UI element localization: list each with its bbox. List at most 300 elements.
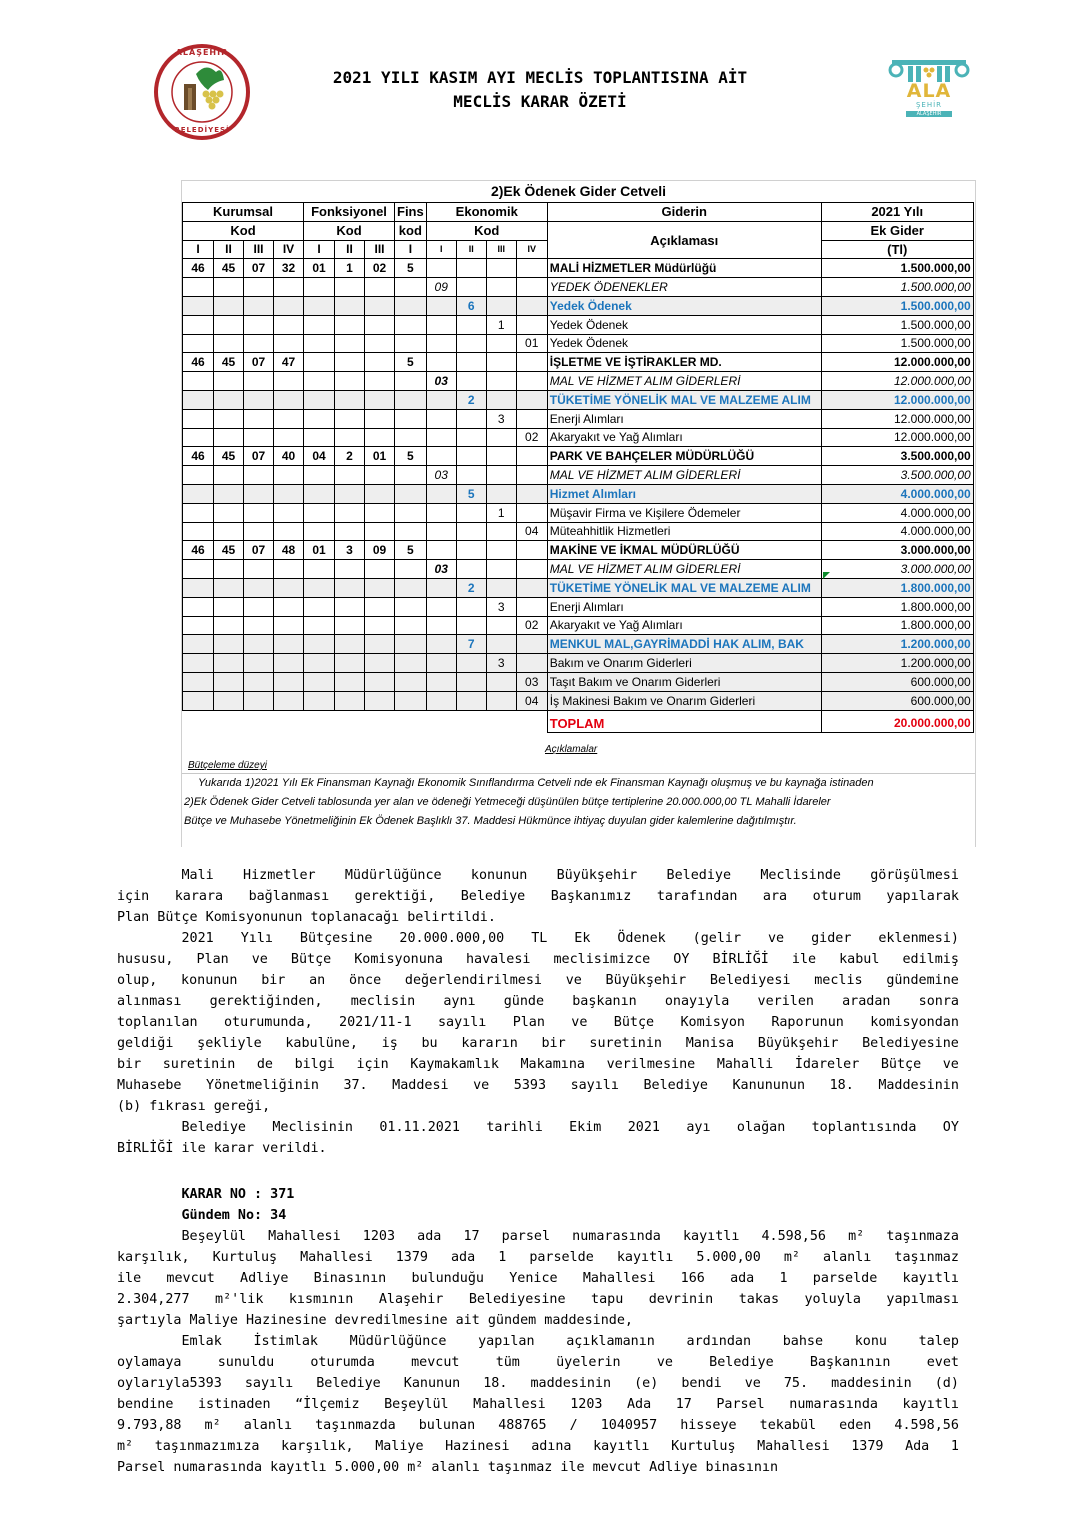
description-cell: İş Makinesi Bakım ve Onarım Giderleri [547,691,821,710]
kurumsal-cell [183,672,214,691]
fins-cell [395,315,427,334]
description-cell: YEDEK ÖDENEKLER [547,278,821,297]
butceleme-label: Bütçeleme düzeyi [188,760,267,771]
ek-odenek-table-sheet [181,180,976,847]
kurumsal-cell [244,578,274,597]
table-row [183,466,974,485]
table-row [183,447,974,466]
amount-cell: 3.500.000,00 [821,447,973,466]
table-row [183,691,974,710]
ala-sehir-logo [886,54,972,120]
kurumsal-cell [214,635,244,654]
kurumsal-cell [183,616,214,635]
roman-e3: III [486,240,516,259]
header-yil: 2021 Yılı [821,203,973,222]
fonksiyonel-cell [335,315,365,334]
kurumsal-cell [244,315,274,334]
ekonomik-cell: 09 [426,278,456,297]
ekonomik-cell [456,691,486,710]
description-cell: Bakım ve Onarım Giderleri [547,654,821,673]
ekonomik-cell [456,447,486,466]
ekonomik-cell [426,654,456,673]
roman-fins1: I [395,240,427,259]
kurumsal-cell [274,334,304,353]
ekonomik-cell [486,428,516,447]
table-row [183,522,974,541]
table-row [183,484,974,503]
amount-cell: 1.200.000,00 [821,654,973,673]
kurumsal-cell [274,315,304,334]
fonksiyonel-cell [335,654,365,673]
kurumsal-cell: 48 [274,541,304,560]
ekonomik-cell: 3 [486,654,516,673]
text-line: Emlak İstimlak Müdürlüğünce yapılan açıklamanın ardından bahse konu talep [117,1334,959,1349]
kurumsal-cell [244,503,274,522]
table-row [183,409,974,428]
table-footnote [184,774,970,831]
text-line: olup, konunun bir an önce değerlendirilmesi ve Büyükşehir Belediyesi meclis gündemine [117,973,959,988]
ekonomik-cell [426,616,456,635]
fins-cell [395,597,427,616]
ekonomik-cell: 03 [516,672,547,691]
fonksiyonel-cell [335,503,365,522]
ekonomik-cell [516,541,547,560]
kurumsal-cell: 07 [244,259,274,278]
ekonomik-cell: 03 [426,466,456,485]
ekonomik-cell [486,296,516,315]
kurumsal-cell [274,484,304,503]
description-cell: Yedek Ödenek [547,296,821,315]
roman-f2: II [335,240,365,259]
kurumsal-cell [214,503,244,522]
kurumsal-cell [244,428,274,447]
kurumsal-cell [214,315,244,334]
footnote-line-2: 2)Ek Ödenek Gider Cetveli tablosunda yer alan ve ödeneği Yetmeceği düşünülen bütçe tertiplerine 20.000.000,00 TL Mahalli İdareler [184,796,831,808]
fonksiyonel-cell [304,296,335,315]
amount-cell: 4.000.000,00 [821,503,973,522]
fins-cell [395,484,427,503]
total-label: TOPLAM [547,710,821,733]
fonksiyonel-cell [304,672,335,691]
fonksiyonel-cell [335,466,365,485]
kurumsal-cell [214,578,244,597]
kurumsal-cell: 46 [183,259,214,278]
fonksiyonel-cell [335,353,365,372]
fonksiyonel-cell [335,597,365,616]
kurumsal-cell [214,334,244,353]
fins-cell [395,578,427,597]
table-row [183,503,974,522]
kurumsal-cell [274,560,304,579]
title-line-1: 2021 YILI KASIM AYI MECLİS TOPLANTISINA AİT [332,68,748,87]
fins-cell: 5 [395,541,427,560]
fonksiyonel-cell [365,296,395,315]
kurumsal-cell [214,522,244,541]
text-line: (b) fıkrası gereği, [117,1099,271,1114]
kurumsal-cell [183,503,214,522]
fonksiyonel-cell [365,672,395,691]
kurumsal-cell [244,560,274,579]
roman-k2: II [214,240,244,259]
ekonomik-cell [516,315,547,334]
ekonomik-cell [516,503,547,522]
fonksiyonel-cell: 2 [335,447,365,466]
kurumsal-cell [244,466,274,485]
fonksiyonel-cell [335,334,365,353]
fonksiyonel-cell [365,560,395,579]
fonksiyonel-cell [365,578,395,597]
fonksiyonel-cell [304,691,335,710]
header-fonksiyonel: Fonksiyonel [304,203,395,222]
ekonomik-cell [426,522,456,541]
fins-cell [395,372,427,391]
ekonomik-cell [426,334,456,353]
text-line: Plan Bütçe Komisyonunun toplanacağı belirtildi. [117,910,496,925]
kurumsal-cell: 07 [244,541,274,560]
kurumsal-cell [183,560,214,579]
ekonomik-cell: 03 [426,560,456,579]
logo-ala-text: ALA [906,80,952,102]
table-row [183,296,974,315]
ekonomik-cell [486,466,516,485]
table-row [183,597,974,616]
roman-f3: III [365,240,395,259]
text-line: toplanılan oturumunda, 2021/11-1 sayılı Plan ve Bütçe Komisyon Raporunun komisyondan [117,1015,959,1030]
description-cell: MAKİNE VE İKMAL MÜDÜRLÜĞÜ [547,541,821,560]
fonksiyonel-cell [304,522,335,541]
ekonomik-cell [456,541,486,560]
roman-k3: III [244,240,274,259]
fonksiyonel-cell [304,616,335,635]
fins-cell [395,522,427,541]
ekonomik-cell [516,597,547,616]
fonksiyonel-cell [304,466,335,485]
ekonomik-cell [426,597,456,616]
ekonomik-cell [486,541,516,560]
ekonomik-cell [486,447,516,466]
table-row [183,616,974,635]
fonksiyonel-cell [365,503,395,522]
text-line: 2021 Yılı Bütçesine 20.000.000,00 TL Ek Ödenek (gelir ve gider eklenmesi) [117,931,959,946]
fins-cell [395,560,427,579]
kurumsal-cell [274,616,304,635]
fonksiyonel-cell [304,390,335,409]
ekonomik-cell [516,353,547,372]
fins-cell [395,503,427,522]
fonksiyonel-cell [365,428,395,447]
roman-f1: I [304,240,335,259]
karar-no: KARAR NO : 371 [117,1187,295,1202]
ekonomik-cell [486,672,516,691]
ekonomik-cell: 02 [516,428,547,447]
amount-cell: 1.500.000,00 [821,278,973,297]
ekonomik-cell [456,616,486,635]
decision-text-1 [117,865,959,1159]
ekonomik-cell [426,484,456,503]
ekonomik-cell: 3 [486,597,516,616]
header-ek-gider: Ek Gider [821,221,973,240]
document-title [260,66,820,114]
roman-k4: IV [274,240,304,259]
kurumsal-cell [183,390,214,409]
table-row [183,353,974,372]
gundem-no: Gündem No: 34 [117,1208,287,1223]
amount-cell: 12.000.000,00 [821,372,973,391]
fonksiyonel-cell [335,296,365,315]
header-kurumsal-kod: Kod [183,221,304,240]
kurumsal-cell [274,578,304,597]
ekonomik-cell [486,259,516,278]
fins-cell [395,409,427,428]
kurumsal-cell [183,578,214,597]
header-tl: (Tl) [821,240,973,259]
amount-cell: 600.000,00 [821,672,973,691]
roman-e2: II [456,240,486,259]
kurumsal-cell [244,654,274,673]
aciklamalar-label: Açıklamalar [545,744,598,755]
ekonomik-cell [456,672,486,691]
header-kurumsal: Kurumsal [183,203,304,222]
table-row [183,259,974,278]
text-line: Mali Hizmetler Müdürlüğünce konunun Büyükşehir Belediye Meclisinde görüşülmesi [117,868,959,883]
table-row [183,578,974,597]
kurumsal-cell [214,672,244,691]
fonksiyonel-cell [335,635,365,654]
fonksiyonel-cell [304,353,335,372]
ekonomik-cell [426,503,456,522]
ekonomik-cell: 2 [456,390,486,409]
ekonomik-cell [486,635,516,654]
fonksiyonel-cell [365,353,395,372]
kurumsal-cell [183,409,214,428]
ekonomik-cell [486,353,516,372]
description-cell: PARK VE BAHÇELER MÜDÜRLÜĞÜ [547,447,821,466]
kurumsal-cell: 32 [274,259,304,278]
ekonomik-cell [456,372,486,391]
description-cell: Müteahhitlik Hizmetleri [547,522,821,541]
table-row [183,315,974,334]
kurumsal-cell [244,522,274,541]
fins-cell [395,672,427,691]
fins-cell [395,428,427,447]
text-line: 9.793,88 m² alanlı taşınmazda bulunan 488765 / 1040957 hisseye tekabül eden 4.598,56 [117,1418,959,1433]
title-line-2: MECLİS KARAR ÖZETİ [453,92,627,111]
amount-cell: 12.000.000,00 [821,353,973,372]
kurumsal-cell [183,278,214,297]
amount-cell: 12.000.000,00 [821,390,973,409]
text-line: Muhasebe Yönetmeliğinin 37. Maddesi ve 5393 sayılı Belediye Kanununun 18. Maddesinin [117,1078,959,1093]
kurumsal-cell: 40 [274,447,304,466]
header-aciklamasi: Açıklaması [547,221,821,259]
kurumsal-cell [183,654,214,673]
fins-cell [395,390,427,409]
text-line: BİRLİĞİ ile karar verildi. [117,1141,327,1156]
fonksiyonel-cell: 01 [304,259,335,278]
municipality-seal-logo [150,44,254,140]
kurumsal-cell [183,635,214,654]
text-line: bir suretinin de bilgi için Kaymakamlık Makamına verilmesine Mahalli İdareler Bütçe ve [117,1057,959,1072]
kurumsal-cell [274,390,304,409]
kurumsal-cell: 46 [183,447,214,466]
kurumsal-cell [183,372,214,391]
ekonomik-cell: 02 [516,616,547,635]
text-line: 2.304,277 m²'lik kısmının Alaşehir Belediyesine tapu devrinin takas yoluyla yapılması [117,1292,959,1307]
description-cell: Müşavir Firma ve Kişilere Ödemeler [547,503,821,522]
decision-371 [117,1184,959,1478]
roman-k1: I [183,240,214,259]
kurumsal-cell [183,334,214,353]
fonksiyonel-cell [335,522,365,541]
ekonomik-cell [486,484,516,503]
text-line: Beşeylül Mahallesi 1203 ada 17 parsel numarasında kayıtlı 4.598,56 m² taşınmaza [117,1229,959,1244]
table-row [183,334,974,353]
ekonomik-cell [486,522,516,541]
description-cell: Akaryakıt ve Yağ Alımları [547,428,821,447]
fonksiyonel-cell: 3 [335,541,365,560]
description-cell: TÜKETİME YÖNELİK MAL VE MALZEME ALIM [547,390,821,409]
fonksiyonel-cell [335,691,365,710]
kurumsal-cell: 07 [244,353,274,372]
kurumsal-cell [244,635,274,654]
kurumsal-cell: 45 [214,353,244,372]
fonksiyonel-cell [304,503,335,522]
description-cell: Enerji Alımları [547,597,821,616]
fonksiyonel-cell [335,616,365,635]
kurumsal-cell: 47 [274,353,304,372]
fonksiyonel-cell [304,278,335,297]
ekonomik-cell [426,428,456,447]
kurumsal-cell [214,484,244,503]
ekonomik-cell [426,541,456,560]
ekonomik-cell [426,691,456,710]
cell-comment-marker [823,572,830,579]
roman-e4: IV [516,240,547,259]
amount-cell: 1.500.000,00 [821,259,973,278]
description-cell: Yedek Ödenek [547,315,821,334]
kurumsal-cell: 07 [244,447,274,466]
kurumsal-cell [214,278,244,297]
kurumsal-cell [274,372,304,391]
header-ekonomik-kod: Kod [426,221,547,240]
fonksiyonel-cell [304,372,335,391]
fonksiyonel-cell: 1 [335,259,365,278]
kurumsal-cell [274,503,304,522]
description-cell: Enerji Alımları [547,409,821,428]
kurumsal-cell [244,616,274,635]
ekonomik-cell [456,560,486,579]
text-line: m² taşınmazımıza karşılık, Maliye Hazinesi adına kayıtlı Kurtuluş Mahallesi 1379 Ada 1 [117,1439,959,1454]
description-cell: Hizmet Alımları [547,484,821,503]
text-line: için karara bağlanması gerektiği, Belediye Başkanımız tarafından ara oturum yapılarak [117,889,959,904]
amount-cell: 1.800.000,00 [821,578,973,597]
ekonomik-cell [516,409,547,428]
description-cell: TÜKETİME YÖNELİK MAL VE MALZEME ALIM [547,578,821,597]
fonksiyonel-cell [335,409,365,428]
ekonomik-cell [426,353,456,372]
ekonomik-cell [516,390,547,409]
table-row [183,372,974,391]
kurumsal-cell [244,409,274,428]
fonksiyonel-cell [304,428,335,447]
header-fonksiyonel-kod: Kod [304,221,395,240]
kurumsal-cell [183,466,214,485]
ekonomik-cell [486,578,516,597]
kurumsal-cell [274,672,304,691]
fonksiyonel-cell [365,616,395,635]
fins-cell [395,616,427,635]
fonksiyonel-cell [335,672,365,691]
fins-cell: 5 [395,353,427,372]
fonksiyonel-cell [335,560,365,579]
fonksiyonel-cell [335,484,365,503]
kurumsal-cell [274,296,304,315]
amount-cell: 12.000.000,00 [821,428,973,447]
ekonomik-cell [516,654,547,673]
description-cell: MAL VE HİZMET ALIM GİDERLERİ [547,560,821,579]
logo-alasehir-text: ALAŞEHİR [906,111,952,117]
ekonomik-cell [516,296,547,315]
ekonomik-cell [486,334,516,353]
kurumsal-cell [214,466,244,485]
ekonomik-cell [426,390,456,409]
kurumsal-cell [214,654,244,673]
description-cell: MENKUL MAL,GAYRİMADDİ HAK ALIM, BAK [547,635,821,654]
amount-cell: 1.500.000,00 [821,315,973,334]
fonksiyonel-cell [365,597,395,616]
fonksiyonel-cell [304,315,335,334]
amount-cell: 3.000.000,00 [821,560,973,579]
fonksiyonel-cell [335,428,365,447]
ekonomik-cell: 1 [486,503,516,522]
header-ekonomik: Ekonomik [426,203,547,222]
fonksiyonel-cell [304,597,335,616]
kurumsal-cell [214,691,244,710]
ekonomik-cell [456,315,486,334]
kurumsal-cell [214,616,244,635]
amount-cell: 1.800.000,00 [821,597,973,616]
ekonomik-cell [486,691,516,710]
sheet-title: 2)Ek Ödenek Gider Cetveli [490,183,667,199]
ekonomik-cell [456,597,486,616]
seal-bottom-text: BELEDİYESİ [174,126,230,134]
table-row [183,635,974,654]
kurumsal-cell: 45 [214,541,244,560]
fonksiyonel-cell [365,522,395,541]
fonksiyonel-cell [335,578,365,597]
fonksiyonel-cell: 04 [304,447,335,466]
text-line: şartıyla Maliye Hazinesine devredilmesine ait gündem maddesinde, [117,1313,633,1328]
table-row [183,541,974,560]
kurumsal-cell [244,691,274,710]
kurumsal-cell [274,428,304,447]
text-line: karşılık, Kurtuluş Mahallesi 1379 ada 1 parselde kayıtlı 5.000,00 m² alanlı taşınmaz [117,1250,959,1265]
description-cell: MAL VE HİZMET ALIM GİDERLERİ [547,466,821,485]
kurumsal-cell [244,597,274,616]
kurumsal-cell [244,390,274,409]
fins-cell [395,654,427,673]
fins-cell: 5 [395,259,427,278]
amount-cell: 4.000.000,00 [821,484,973,503]
fonksiyonel-cell [304,484,335,503]
kurumsal-cell [214,296,244,315]
ekonomik-cell: 04 [516,522,547,541]
ekonomik-cell: 3 [486,409,516,428]
ekonomik-cell [426,259,456,278]
roman-e1: I [426,240,456,259]
ekonomik-cell [456,353,486,372]
kurumsal-cell: 45 [214,447,244,466]
kurumsal-cell [183,315,214,334]
